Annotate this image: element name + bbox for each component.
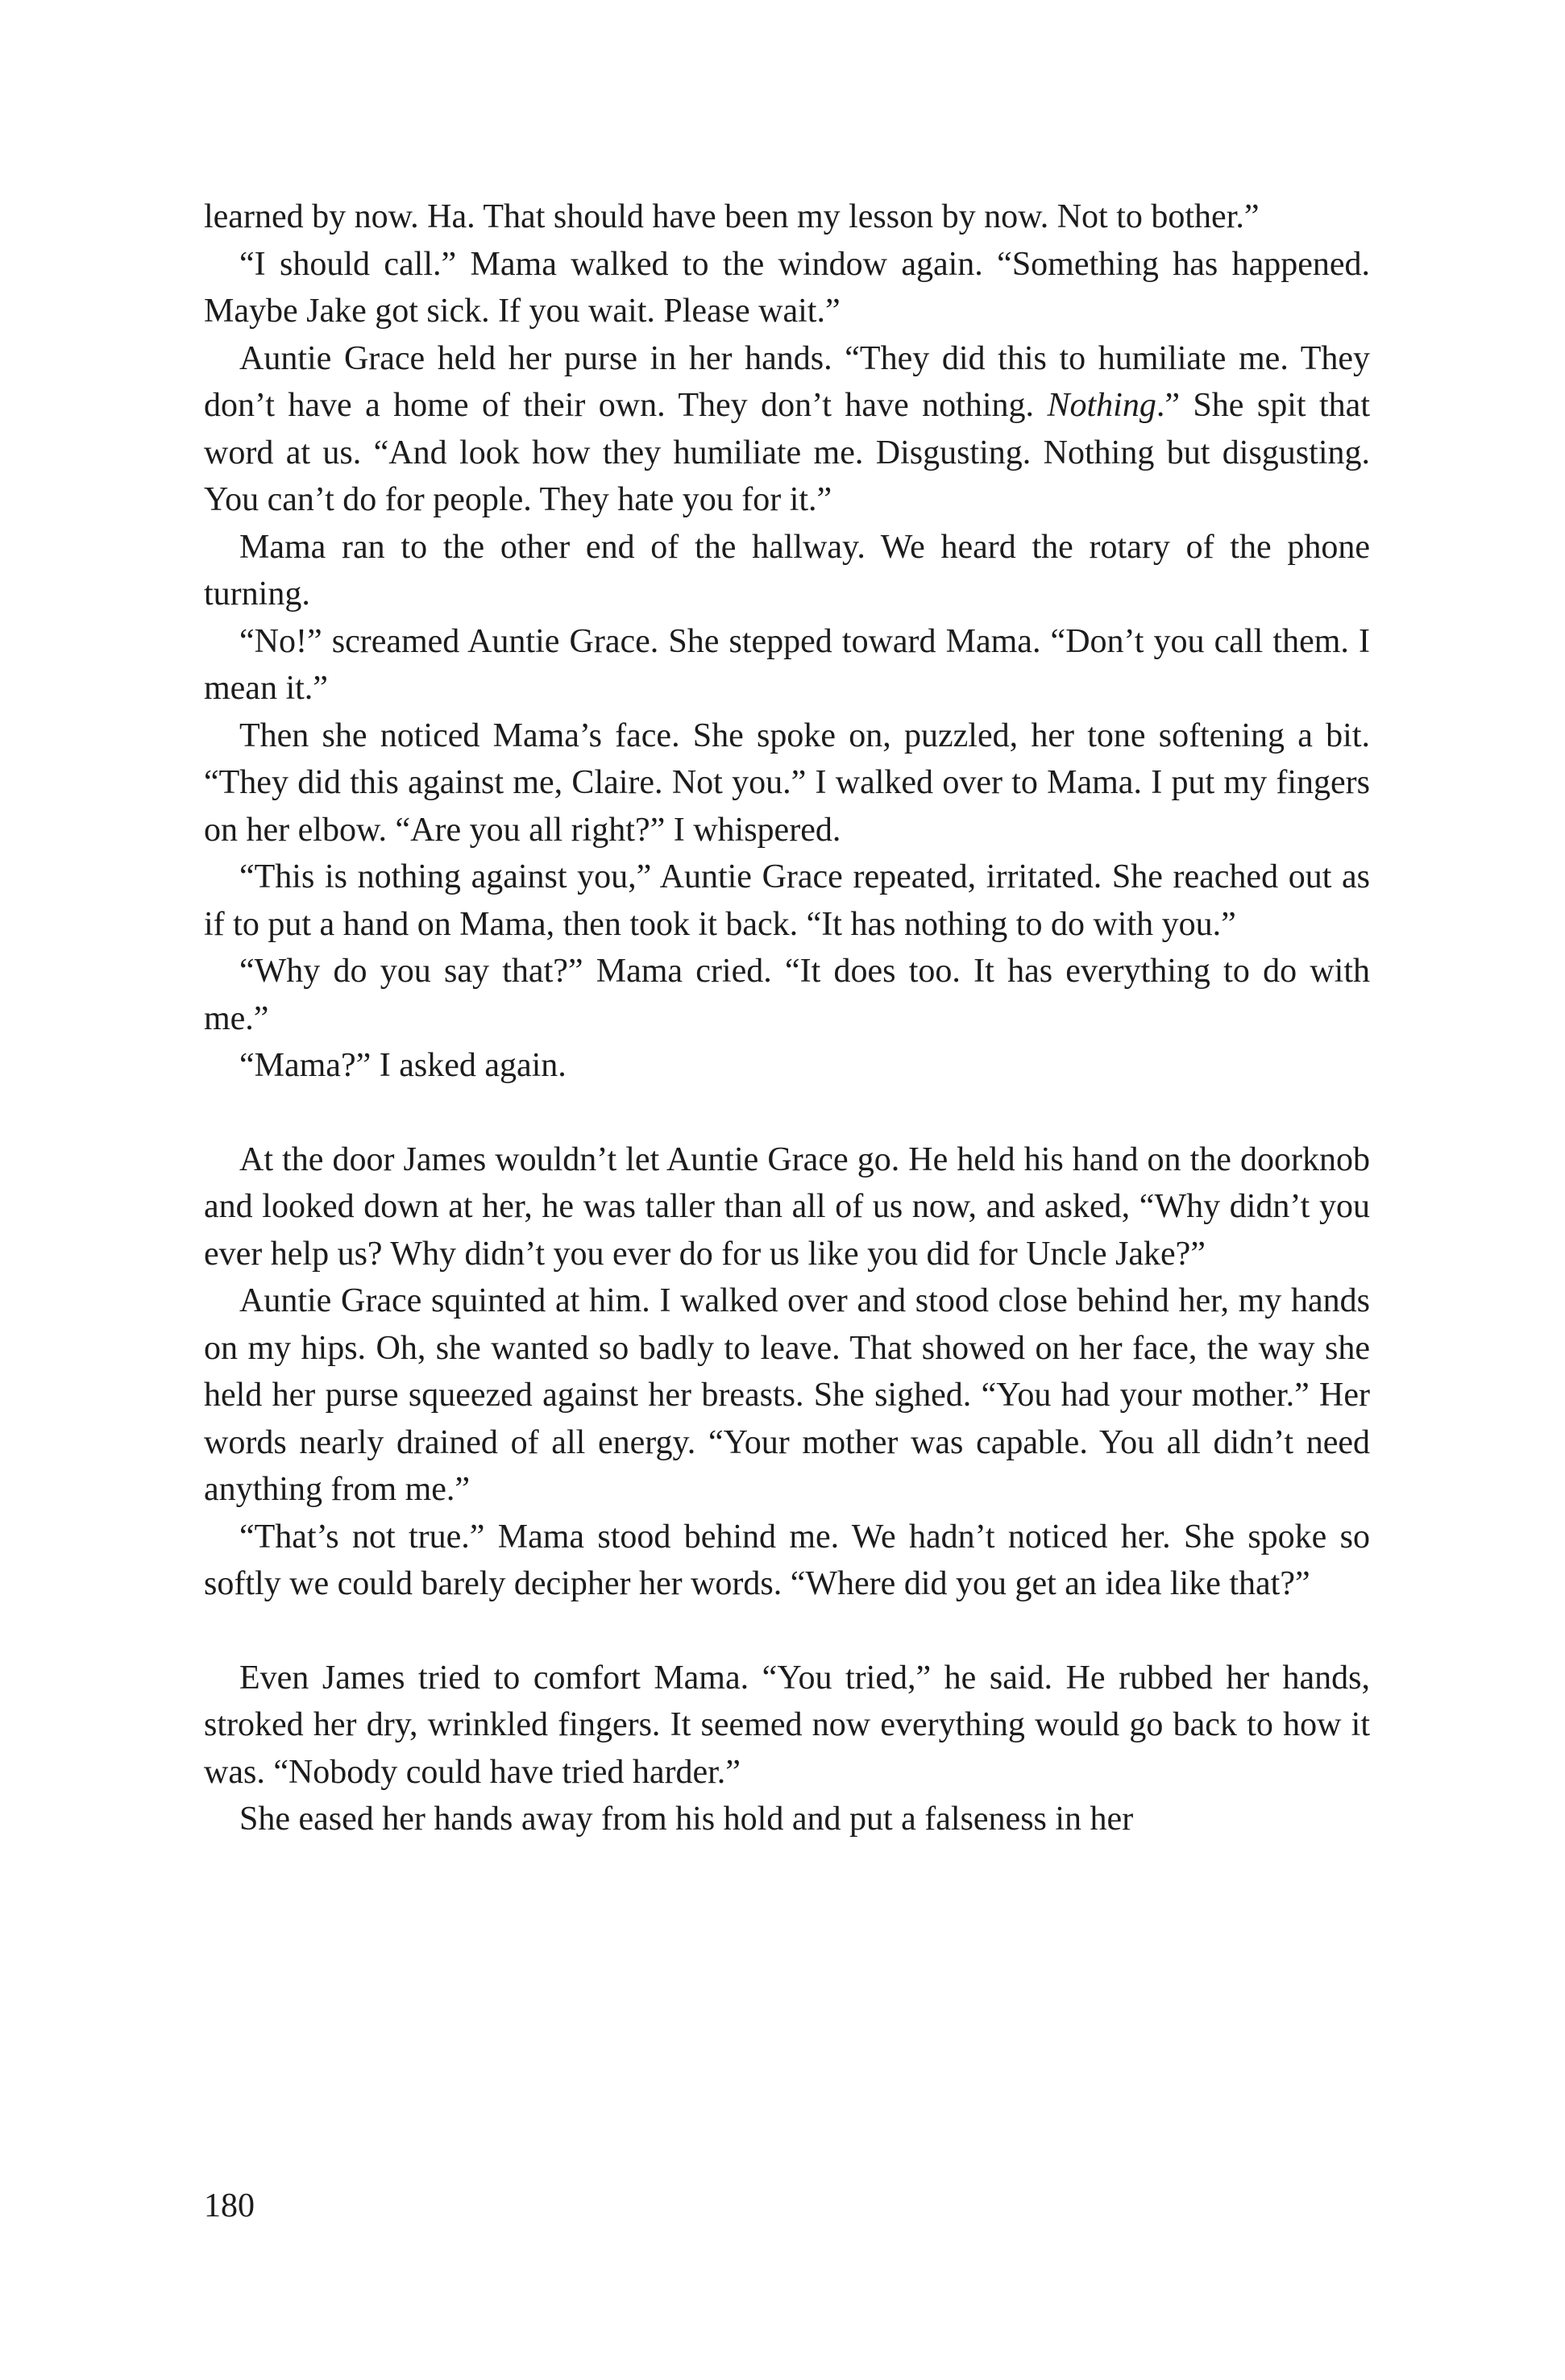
paragraph-text: Auntie Grace held her purse in her hands. “They did this to humiliate me. They don’t have a home of their own. They don’t have nothing. <box>204 339 1370 424</box>
paragraph: “I should call.” Mama walked to the window again. “Something has happened. Maybe Jake got sick. If you wait. Please wait.” <box>204 245 1370 330</box>
paragraph: “This is nothing against you,” Auntie Grace repeated, irritated. She reached out as if to put a hand on Mama, then took it back. “It has nothing to do with you.” <box>204 858 1370 943</box>
paragraph: “Mama?” I asked again. <box>239 1047 567 1084</box>
paragraph: Then she noticed Mama’s face. She spoke on, puzzled, her tone softening a bit. “They did this against me, Claire. Not you.” I walked over to Mama. I put my fingers on her elbow. “Are you all right?” I whispered. <box>204 716 1370 849</box>
paragraph: “Why do you say that?” Mama cried. “It does too. It has everything to do with me.” <box>204 953 1370 1037</box>
paragraph: She eased her hands away from his hold and put a falseness in her <box>239 1801 1134 1838</box>
paragraph: learned by now. Ha. That should have been my lesson by now. Not to bother.” <box>204 198 1260 235</box>
paragraph: Even James tried to comfort Mama. “You tried,” he said. He rubbed her hands, stroked her dry, wrinkled fingers. It seemed now everything would go back to how it was. “Nobody could have tried harder.” <box>204 1659 1370 1791</box>
italic-text: Nothing <box>1047 387 1156 424</box>
body-text <box>204 193 1370 1843</box>
section-break <box>204 1608 1370 1655</box>
paragraph <box>204 335 1370 524</box>
page-number: 180 <box>204 2187 255 2224</box>
paragraph: “That’s not true.” Mama stood behind me. We hadn’t noticed her. She spoke so softly we could barely decipher her words. “Where did you get an idea like that?” <box>204 1518 1370 1602</box>
paragraph: Auntie Grace squinted at him. I walked over and stood close behind her, my hands on my hips. Oh, she wanted so badly to leave. That showed on her face, the way she held her purse squeezed against her breasts. She sighed. “You had your mother.” Her words nearly drained of all energy. “Your mother was capable. You all didn’t need anything from me.” <box>204 1282 1370 1508</box>
paragraph: “No!” screamed Auntie Grace. She stepped toward Mama. “Don’t you call them. I mean it.” <box>204 622 1370 707</box>
paragraph-text: .” She spit that word at us. “And look how they humiliate me. Disgusting. Nothing but disgusting. You can’t do for people. They hate you for it.” <box>204 387 1370 518</box>
section-break <box>204 1090 1370 1136</box>
paragraph: At the door James wouldn’t let Auntie Grace go. He held his hand on the doorknob and looked down at her, he was taller than all of us now, and asked, “Why didn’t you ever help us? Why didn’t you ever do for us like you did for Uncle Jake?” <box>204 1140 1370 1273</box>
paragraph: Mama ran to the other end of the hallway. We heard the rotary of the phone turning. <box>204 528 1370 613</box>
